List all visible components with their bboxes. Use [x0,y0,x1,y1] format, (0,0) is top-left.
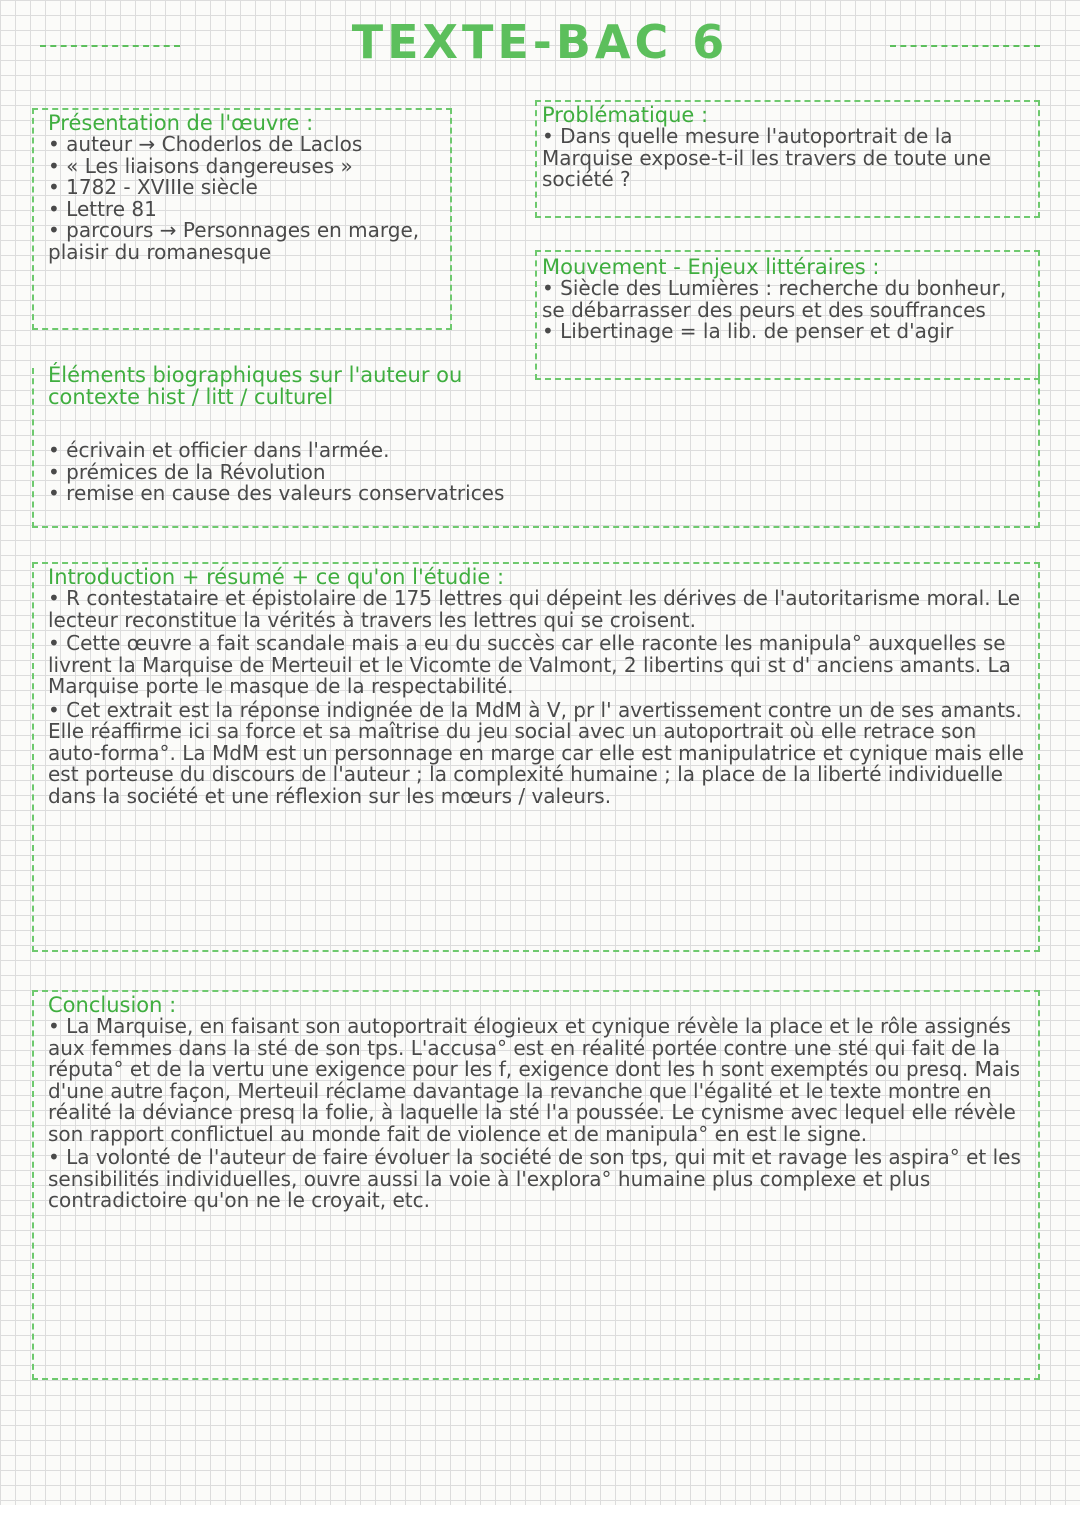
introduction-heading: Introduction + résumé + ce qu'on l'étudie : [48,565,505,589]
conclusion-heading: Conclusion : [48,993,177,1017]
introduction-paragraph: • Cet extrait est la réponse indignée de la MdM à V, pr l' avertissement contre un de ses amants. Elle réaffirme ici sa force et sa maîtrise du jeu social avec un autoportrait où elle retrace son auto-forma°. La MdM est un personnage en marge car elle est manipulatrice et cynique mais elle est porteuse du discours de l'auteur ; la complexité humaine ; la place de la liberté individuelle dans la société et une réflexion sur les mœurs / valeurs. [48,700,1028,808]
biographie-heading: Éléments biographiques sur l'auteur ou contexte hist / litt / culturel [48,363,463,409]
title-underline-right [890,45,1040,47]
mouvement-heading: Mouvement - Enjeux littéraires : [542,255,880,279]
mouvement-section [542,256,1032,343]
presentation-item: • « Les liaisons dangereuses » [48,156,448,178]
conclusion-paragraph: • La volonté de l'auteur de faire évoluer la société de son tps, qui mit et ravage les aspira° et les sensibilités individuelles, ouvre aussi la voie à l'explora° humaine plus complexe et plus contradictoire qu'on ne le croyait, etc. [48,1147,1028,1212]
title-underline-left [40,45,180,47]
mouvement-item: • Siècle des Lumières : recherche du bonheur, se débarrasser des peurs et des souffrances [542,278,1032,321]
presentation-item: • 1782 - XVIIIe siècle [48,177,448,199]
biographie-heading-wrap [48,364,488,408]
presentation-item: • auteur → Choderlos de Laclos [48,134,448,156]
problematique-heading: Problématique : [542,103,709,127]
conclusion-section [48,994,1028,1214]
introduction-paragraph: • Cette œuvre a fait scandale mais a eu du succès car elle raconte les manipula° auxquelles se livrent la Marquise de Merteuil et le Vicomte de Valmont, 2 libertins qui st d' anciens amants. La Marquise porte le masque de la respectabilité. [48,633,1028,698]
page-title: TEXTE-BAC 6 [351,15,729,69]
presentation-item: • parcours → Personnages en marge, plaisir du romanesque [48,220,448,263]
introduction-paragraph: • R contestataire et épistolaire de 175 lettres qui dépeint les dérives de l'autoritarisme moral. Le lecteur reconstitue la vérités à travers les lettres qui se croisent. [48,588,1028,631]
problematique-text: • Dans quelle mesure l'autoportrait de la Marquise expose-t-il les travers de toute une société ? [542,126,1032,191]
biographie-item: • écrivain et officier dans l'armée. [48,440,1008,462]
biographie-item: • prémices de la Révolution [48,462,1008,484]
presentation-item: • Lettre 81 [48,199,448,221]
mouvement-item: • Libertinage = la lib. de penser et d'agir [542,321,1032,343]
presentation-section [48,112,448,263]
biographie-item: • remise en cause des valeurs conservatrices [48,483,1008,505]
conclusion-paragraph: • La Marquise, en faisant son autoportrait élogieux et cynique révèle la place et le rôle assignés aux femmes dans la sté de son tps. L'accusa° est en réalité portée contre une sté qui fait de la réputa° et de la vertu une exigence pour les f, exigence dont les h sont exemptés ou presq. Mais d'une autre façon, Merteuil réclame davantage la revanche que l'égalité et le texte montre en réalité la déviance presq la folie, à laquelle la sté l'a poussée. Le cynisme avec lequel elle révèle son rapport conflictuel au monde fait de violence et de manipula° en est le signe. [48,1016,1028,1145]
problematique-section [542,104,1032,191]
biographie-section [48,440,1008,505]
presentation-heading: Présentation de l'œuvre : [48,111,314,135]
introduction-section [48,566,1028,809]
page-bottom-edge [0,1505,1080,1527]
